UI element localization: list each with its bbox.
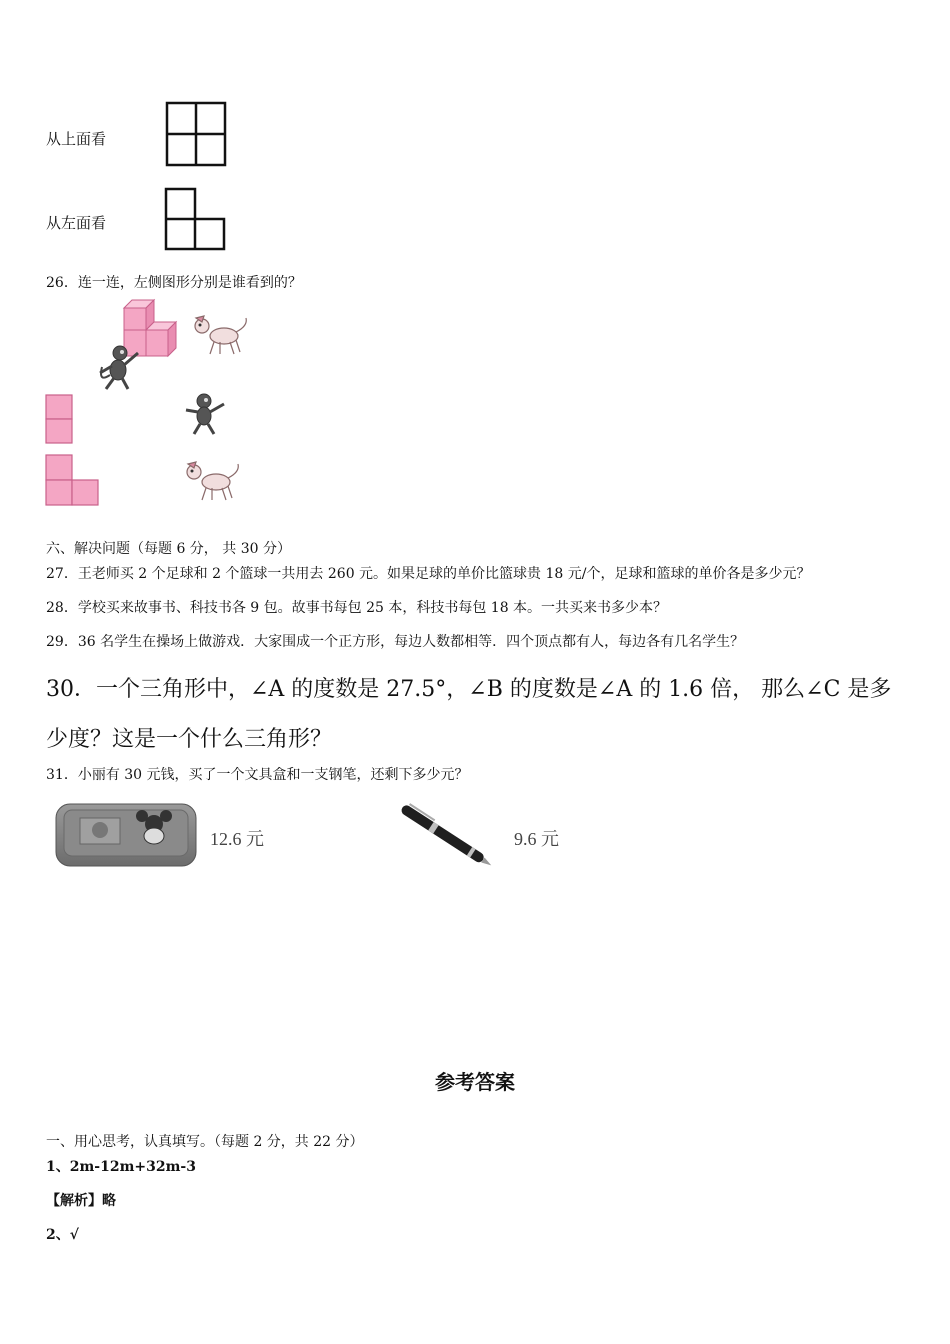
pencil-case-image bbox=[54, 800, 198, 870]
question-27: 27．王老师买 2 个足球和 2 个篮球一共用去 260 元。如果足球的单价比篮球贵 18 元/个，足球和篮球的单价各是多少元？ bbox=[46, 566, 811, 582]
dog-icon bbox=[190, 312, 250, 358]
fountain-pen-image bbox=[388, 800, 504, 872]
answer-1: 1、2m-12m+32m-3 bbox=[46, 1159, 196, 1175]
monkey-icon bbox=[94, 343, 142, 391]
left-view-grid bbox=[164, 187, 226, 251]
option-l-shape bbox=[45, 454, 101, 508]
question-30-line2: 少度？这是一个什么三角形？ bbox=[46, 727, 333, 752]
answer-2: 2、√ bbox=[46, 1227, 79, 1243]
section-6-heading: 六、解决问题（每题 6 分， 共 30 分） bbox=[46, 541, 291, 557]
question-26: 26．连一连，左侧图形分别是谁看到的？ bbox=[46, 275, 302, 291]
top-view-grid bbox=[165, 101, 227, 167]
option-vertical-two-squares bbox=[45, 394, 75, 446]
question-31: 31．小丽有 30 元钱，买了一个文具盒和一支钢笔，还剩下多少元？ bbox=[46, 767, 469, 783]
dog-option-icon bbox=[182, 460, 242, 506]
question-28: 28．学校买来故事书、科技书各 9 包。故事书每包 25 本，科技书每包 18 本。一共买来书多少本？ bbox=[46, 600, 668, 616]
answers-title: 参考答案 bbox=[435, 1070, 515, 1094]
pencil-case-price: 12.6 元 bbox=[210, 829, 264, 849]
answer-1-analysis: 【解析】略 bbox=[46, 1193, 116, 1209]
question-30-line1: 30．一个三角形中，∠A 的度数是 27.5°，∠B 的度数是∠A 的 1.6 倍， 那么∠C 是多 bbox=[46, 677, 892, 702]
pen-price: 9.6 元 bbox=[514, 829, 559, 849]
answers-section-1: 一、用心思考，认真填写。（每题 2 分，共 22 分） bbox=[46, 1134, 364, 1150]
left-view-label: 从左面看 bbox=[46, 214, 107, 232]
monkey-option-icon bbox=[182, 392, 228, 436]
top-view-label: 从上面看 bbox=[46, 130, 107, 148]
question-29: 29．36 名学生在操场上做游戏．大家围成一个正方形，每边人数都相等．四个顶点都有人，每边各有几名学生？ bbox=[46, 634, 745, 650]
